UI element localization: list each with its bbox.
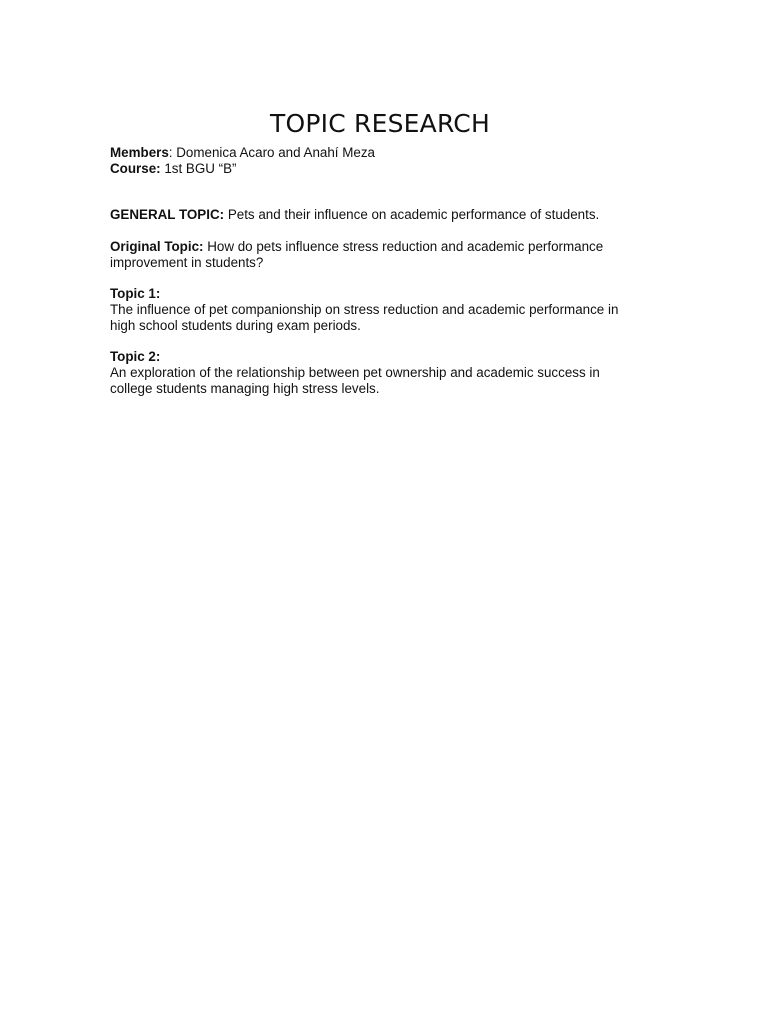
course-line bbox=[110, 161, 670, 177]
original-topic-text-1: How do pets influence stress reduction and academic performance bbox=[203, 239, 604, 254]
members-value: : Domenica Acaro and Anahí Meza bbox=[168, 145, 375, 160]
original-topic-block bbox=[110, 239, 670, 271]
original-topic-line-1 bbox=[110, 239, 670, 255]
course-label: Course: bbox=[110, 160, 161, 176]
topic-2-text-1: An exploration of the relationship between pet ownership and academic success in bbox=[110, 364, 600, 380]
general-topic-line bbox=[110, 207, 670, 223]
topic-1-text-2: high school students during exam periods. bbox=[110, 317, 361, 333]
topic-2-label: Topic 2: bbox=[110, 349, 161, 364]
original-topic-text-2: improvement in students? bbox=[110, 254, 264, 270]
topic-1-text-1: The influence of pet companionship on stress reduction and academic performance in bbox=[110, 301, 619, 317]
general-topic-label: GENERAL TOPIC: bbox=[110, 207, 225, 222]
topic-2-text-2: college students managing high stress levels. bbox=[110, 380, 380, 396]
course-value: 1st BGU “B” bbox=[160, 160, 237, 176]
general-topic-block bbox=[110, 207, 670, 223]
document-title: TOPIC RESEARCH bbox=[270, 109, 490, 138]
members-course-block bbox=[110, 145, 670, 177]
general-topic-value: Pets and their influence on academic performance of students. bbox=[224, 207, 600, 222]
topic-1-block bbox=[110, 286, 670, 333]
members-line bbox=[110, 145, 670, 161]
members-label: Members bbox=[110, 145, 169, 160]
original-topic-label: Original Topic: bbox=[110, 239, 204, 254]
topic-2-block bbox=[110, 349, 670, 396]
topic-1-label: Topic 1: bbox=[110, 286, 161, 301]
